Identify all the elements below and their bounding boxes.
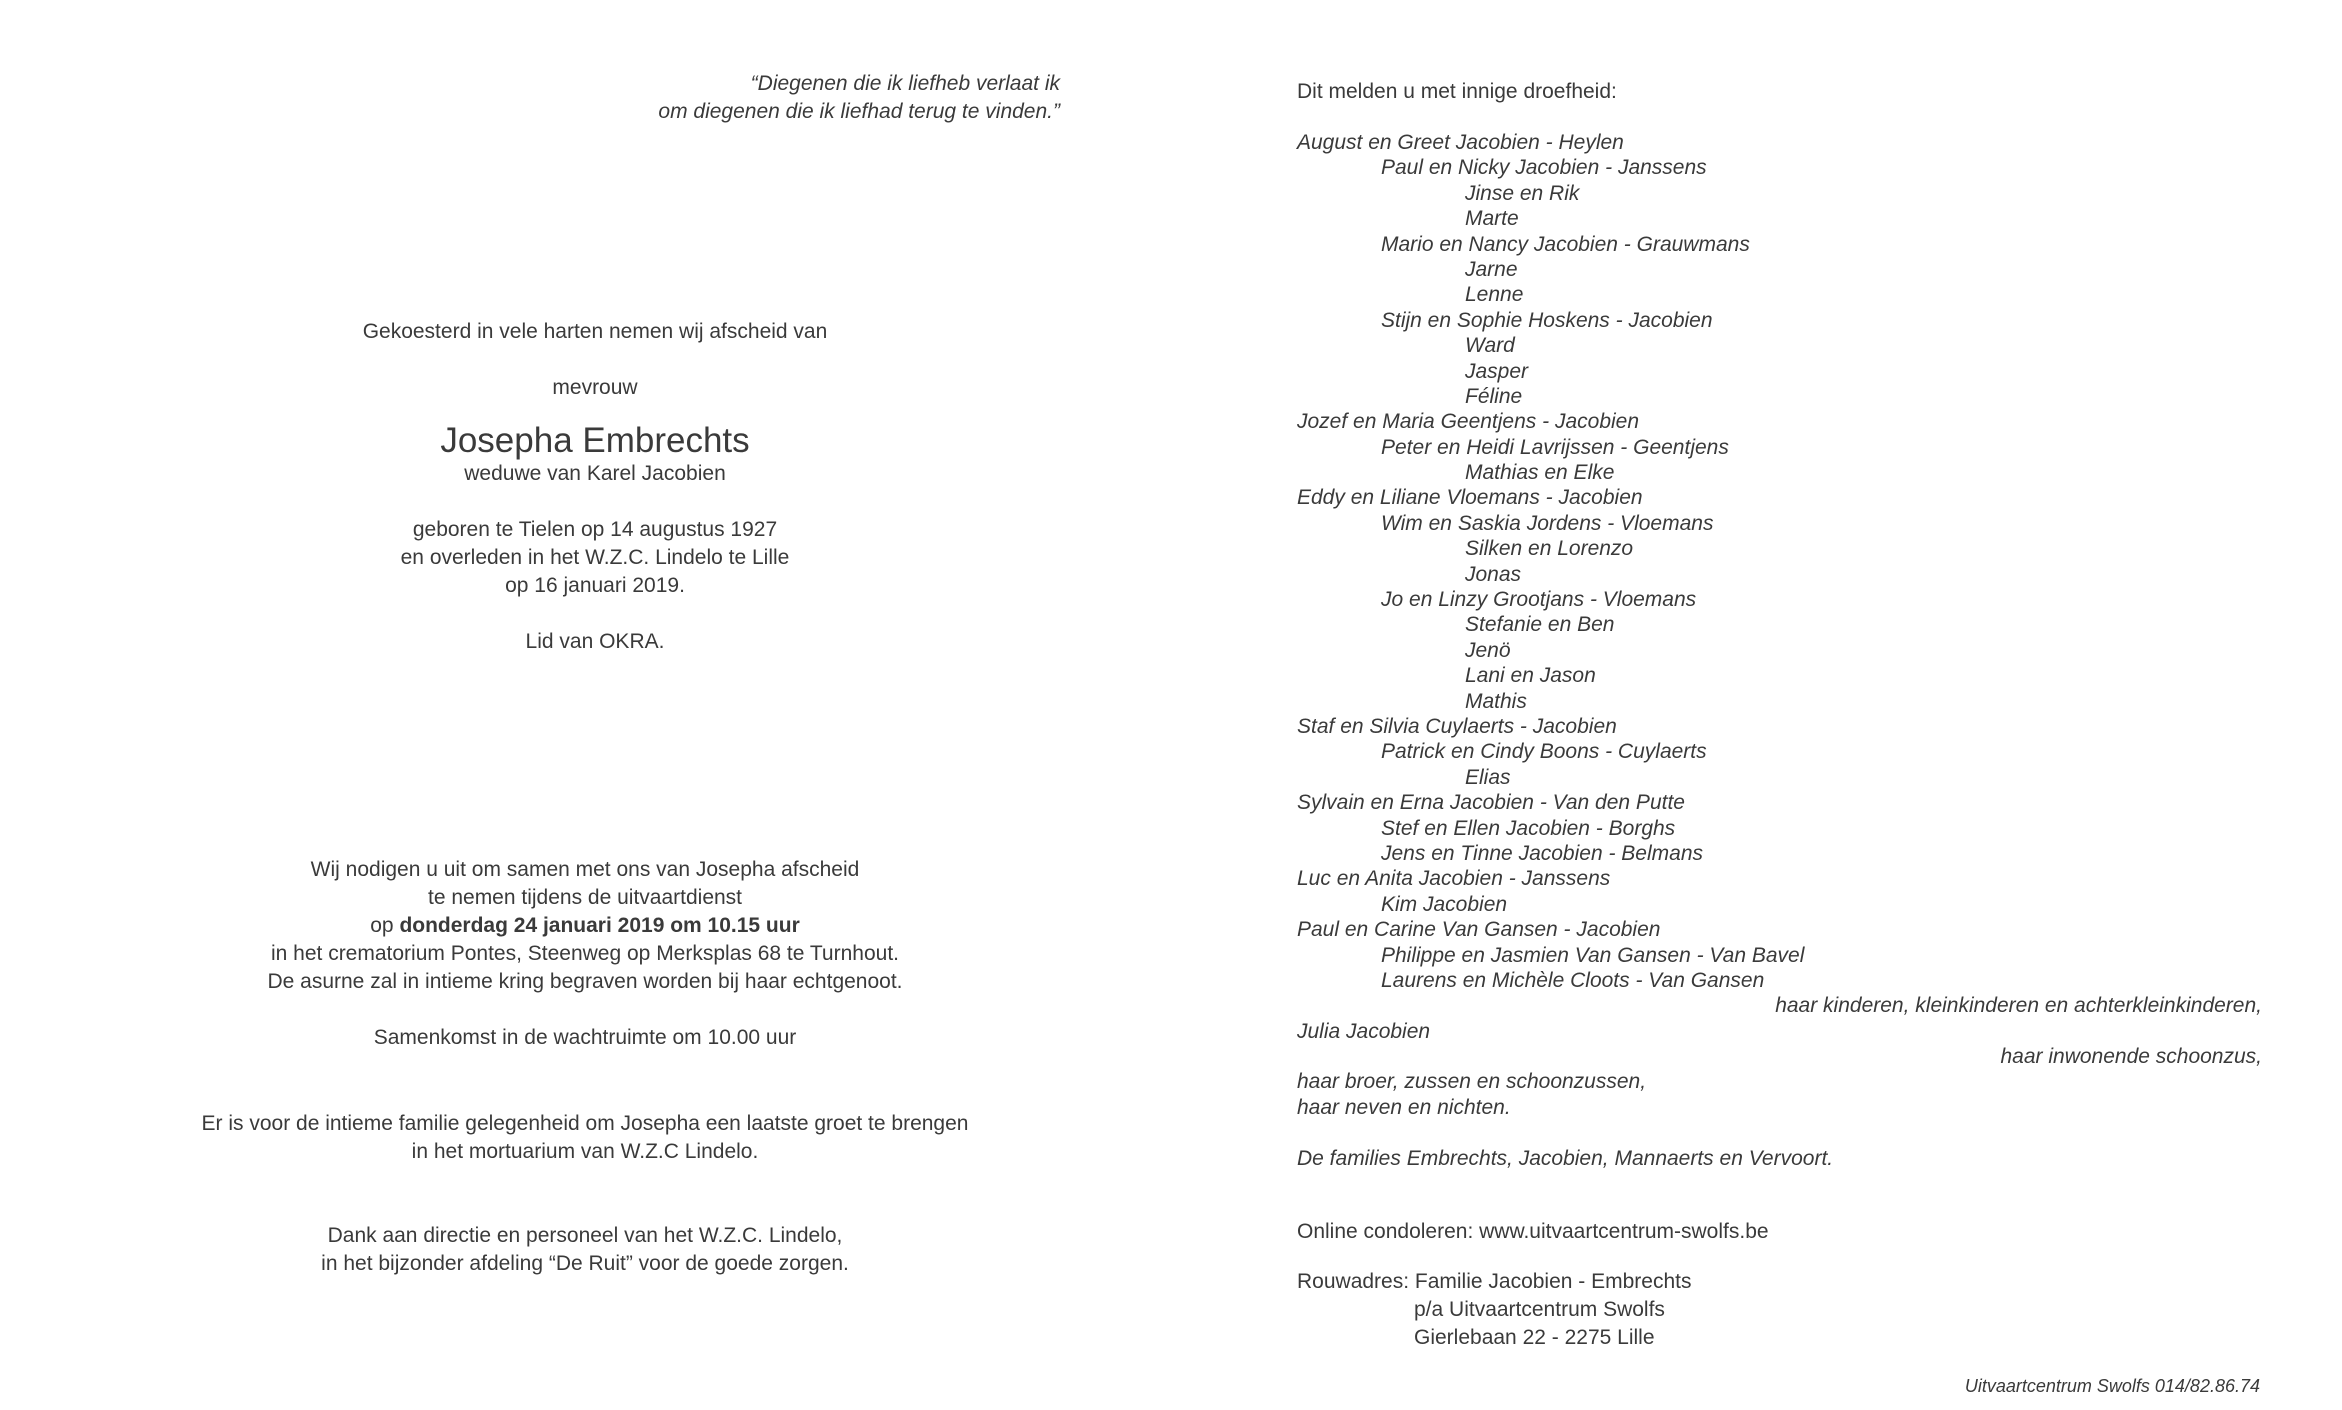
family-member-row: Mathis: [1465, 689, 1527, 713]
family-member-row: Mathias en Elke: [1465, 461, 1615, 485]
invitation-line: De asurne zal in intieme kring begraven worden bij haar echtgenoot.: [267, 970, 903, 993]
family-member-row: Julia Jacobien: [1297, 1019, 1431, 1043]
quote-line: om diegenen die ik liefhad terug te vinden.”: [658, 100, 1060, 123]
address-line: p/a Uitvaartcentrum Swolfs: [1414, 1298, 1665, 1321]
family-member-row: Lani en Jason: [1465, 664, 1596, 688]
invitation-line: Wij nodigen u uit om samen met ons van Josepha afscheid: [310, 858, 860, 881]
family-member-row: Jasper: [1465, 359, 1529, 383]
family-member-row: Kim Jacobien: [1381, 892, 1508, 916]
family-member-row: Peter en Heidi Lavrijssen - Geentjens: [1381, 435, 1729, 459]
deceased-name: Josepha Embrechts: [440, 421, 750, 460]
mortuary-line: Er is voor de intieme familie gelegenheid om Josepha een laatste groet te brengen: [201, 1112, 969, 1135]
family-member-row: haar kinderen, kleinkinderen en achterkleinkinderen,: [1775, 994, 2262, 1018]
online-condolences: Online condoleren: www.uitvaartcentrum-swolfs.be: [1297, 1220, 1769, 1243]
invitation-line: te nemen tijdens de uitvaartdienst: [427, 886, 743, 909]
mortuary-info: [150, 1110, 1020, 1166]
thanks-line: in het bijzonder afdeling “De Ruit” voor de goede zorgen.: [321, 1252, 849, 1275]
invitation: [170, 856, 1000, 996]
invitation-date-prefix: op: [370, 914, 400, 937]
membership: Lid van OKRA.: [525, 630, 665, 653]
thanks: [200, 1222, 970, 1278]
invitation-date-line: [170, 912, 1000, 940]
family-member-row: Ward: [1465, 334, 1515, 358]
funeral-home-footer: Uitvaartcentrum Swolfs 014/82.86.74: [1964, 1376, 2260, 1396]
birth-death-line: geboren te Tielen op 14 augustus 1927: [412, 518, 778, 541]
intro-text: Gekoesterd in vele harten nemen wij afscheid van: [362, 320, 828, 343]
family-member-row: Lenne: [1465, 283, 1524, 307]
family-member-row: Marte: [1465, 207, 1519, 231]
family-member-row: Stefanie en Ben: [1465, 613, 1615, 637]
family-member-row: Jarne: [1465, 257, 1518, 281]
family-member-row: Luc en Anita Jacobien - Janssens: [1297, 867, 1611, 891]
family-member-row: August en Greet Jacobien - Heylen: [1297, 131, 1624, 154]
address-line: Rouwadres: Familie Jacobien - Embrechts: [1297, 1270, 1692, 1293]
family-member-row: Wim en Saskia Jordens - Vloemans: [1381, 511, 1714, 535]
family-list: [1297, 130, 2262, 1171]
title-prefix: mevrouw: [552, 376, 638, 399]
family-member-row: Jinse en Rik: [1465, 181, 1580, 205]
family-member-row: Jonas: [1465, 562, 1522, 586]
family-member-row: Jozef en Maria Geentjens - Jacobien: [1297, 410, 1640, 434]
family-member-row: Mario en Nancy Jacobien - Grauwmans: [1381, 232, 1750, 256]
quote: [520, 70, 1060, 126]
family-member-row: Paul en Nicky Jacobien - Janssens: [1381, 156, 1707, 180]
family-member-row: Silken en Lorenzo: [1465, 537, 1634, 561]
family-member-row: De families Embrechts, Jacobien, Mannaerts en Vervoort.: [1297, 1146, 1834, 1170]
family-member-row: haar neven en nichten.: [1297, 1095, 1511, 1119]
quote-line: “Diegenen die ik liefheb verlaat ik: [750, 72, 1060, 95]
family-member-row: Stijn en Sophie Hoskens - Jacobien: [1381, 308, 1713, 332]
mortuary-line: in het mortuarium van W.Z.C Lindelo.: [411, 1140, 759, 1163]
family-member-row: Jo en Linzy Grootjans - Vloemans: [1381, 588, 1697, 612]
thanks-line: Dank aan directie en personeel van het W.Z.C. Lindelo,: [327, 1224, 843, 1247]
family-member-row: haar broer, zussen en schoonzussen,: [1297, 1070, 1647, 1094]
birth-death-info: [300, 516, 890, 600]
mourning-address: [1297, 1268, 1692, 1352]
birth-death-line: en overleden in het W.Z.C. Lindelo te Lille: [400, 546, 790, 569]
invitation-date: donderdag 24 januari 2019 om 10.15 uur: [399, 914, 800, 937]
family-member-row: Féline: [1465, 384, 1523, 408]
family-member-row: Sylvain en Erna Jacobien - Van den Putte: [1297, 791, 1685, 815]
birth-death-line: op 16 januari 2019.: [505, 574, 685, 597]
address-line: Gierlebaan 22 - 2275 Lille: [1414, 1326, 1655, 1349]
announcement: Dit melden u met innige droefheid:: [1297, 80, 1617, 103]
family-member-row: Staf en Silvia Cuylaerts - Jacobien: [1297, 714, 1617, 738]
family-member-row: Laurens en Michèle Cloots - Van Gansen: [1381, 968, 1765, 992]
family-member-row: Eddy en Liliane Vloemans - Jacobien: [1297, 486, 1643, 510]
family-member-row: Elias: [1465, 765, 1511, 789]
family-member-row: haar inwonende schoonzus,: [2000, 1045, 2262, 1069]
family-member-row: Patrick en Cindy Boons - Cuylaerts: [1381, 740, 1707, 764]
gathering-info: Samenkomst in de wachtruimte om 10.00 uur: [373, 1026, 797, 1049]
family-member-row: Jens en Tinne Jacobien - Belmans: [1381, 841, 1703, 865]
widow-of: weduwe van Karel Jacobien: [464, 462, 726, 485]
family-member-row: Jenö: [1465, 638, 1511, 662]
invitation-line: in het crematorium Pontes, Steenweg op Merksplas 68 te Turnhout.: [270, 942, 899, 965]
family-member-row: [1297, 1120, 2262, 1145]
family-member-row: Stef en Ellen Jacobien - Borghs: [1381, 816, 1676, 840]
family-member-row: Philippe en Jasmien Van Gansen - Van Bavel: [1381, 943, 1805, 967]
family-member-row: Paul en Carine Van Gansen - Jacobien: [1297, 918, 1661, 942]
